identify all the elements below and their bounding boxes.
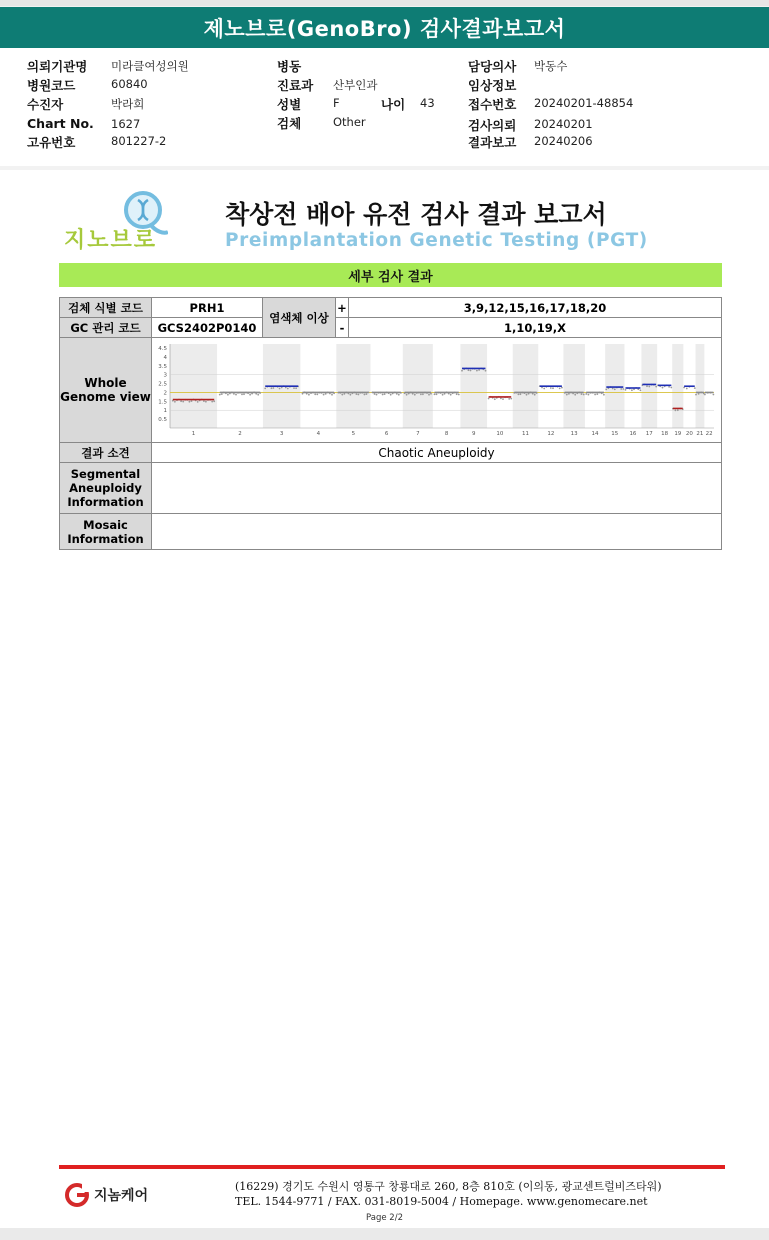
x-tick-label: 11 bbox=[522, 431, 530, 437]
copy-number-point bbox=[203, 400, 205, 402]
copy-number-point bbox=[376, 394, 378, 396]
copy-number-point bbox=[211, 401, 213, 403]
report-sheet bbox=[0, 170, 769, 1228]
copy-number-point bbox=[559, 388, 561, 390]
copy-number-point bbox=[436, 393, 438, 395]
chromosome-band bbox=[672, 344, 683, 428]
copy-number-point bbox=[622, 388, 624, 390]
copy-number-point bbox=[235, 394, 237, 396]
copy-number-point bbox=[308, 394, 310, 396]
copy-number-point bbox=[456, 393, 458, 395]
copy-number-point bbox=[488, 398, 490, 400]
copy-number-point bbox=[508, 398, 510, 400]
bottom-strip bbox=[0, 1228, 769, 1240]
request-date-value: 20240201 bbox=[534, 117, 593, 131]
y-tick-label: 0.5 bbox=[158, 417, 167, 424]
page-number: Page 2/2 bbox=[366, 1213, 403, 1223]
y-tick-label: 2.5 bbox=[158, 381, 167, 388]
doctor-label: 담당의사 bbox=[468, 59, 517, 74]
y-tick-label: 1 bbox=[163, 408, 167, 415]
copy-number-point bbox=[468, 369, 470, 371]
chromosome-band bbox=[403, 344, 433, 428]
x-tick-label: 8 bbox=[444, 431, 449, 437]
copy-number-point bbox=[293, 387, 295, 389]
x-tick-label: 19 bbox=[674, 431, 682, 437]
y-tick-label: 2 bbox=[163, 390, 167, 397]
hospital-code-label: 병원코드 bbox=[27, 78, 76, 93]
copy-number-point bbox=[382, 394, 384, 396]
chromosome-band bbox=[513, 344, 539, 428]
whole-genome-label: Whole Genome view bbox=[60, 338, 152, 443]
footer-address-block bbox=[235, 1179, 662, 1209]
copy-number-point bbox=[295, 387, 297, 389]
loss-sign: - bbox=[336, 318, 349, 338]
copy-number-point bbox=[257, 394, 259, 396]
unique-no-value: 801227-2 bbox=[111, 134, 167, 148]
copy-number-point bbox=[698, 393, 700, 395]
company-name: 지놈케어 bbox=[94, 1188, 149, 1204]
copy-number-point bbox=[341, 394, 343, 396]
copy-number-point bbox=[316, 394, 318, 396]
x-tick-label: 1 bbox=[191, 431, 196, 437]
copy-number-point bbox=[640, 389, 642, 391]
copy-number-point bbox=[189, 401, 191, 403]
copy-number-point bbox=[631, 389, 633, 391]
copy-number-point bbox=[520, 393, 522, 395]
x-tick-label: 5 bbox=[351, 431, 356, 437]
segmental-label: Segmental Aneuploidy Information bbox=[60, 463, 152, 514]
copy-number-point bbox=[614, 388, 616, 390]
x-tick-label: 18 bbox=[661, 431, 669, 437]
copy-number-point bbox=[574, 394, 576, 396]
report-title: 제노브로(GenoBro) 검사결과보고서 bbox=[0, 7, 769, 48]
copy-number-point bbox=[625, 389, 627, 391]
copy-number-point bbox=[384, 393, 386, 395]
examinee-label: 수진자 bbox=[27, 97, 64, 112]
copy-number-point bbox=[344, 393, 346, 395]
copy-number-point bbox=[568, 393, 570, 395]
chromosome-band bbox=[605, 344, 624, 428]
copy-number-point bbox=[500, 398, 502, 400]
copy-number-point bbox=[314, 393, 316, 395]
copy-number-point bbox=[213, 400, 215, 402]
copy-number-point bbox=[655, 386, 657, 388]
copy-number-point bbox=[331, 394, 333, 396]
copy-number-point bbox=[390, 394, 392, 396]
copy-number-point bbox=[264, 388, 266, 390]
specimen-label: 검체 bbox=[277, 116, 302, 131]
genomecare-logo-icon bbox=[64, 1182, 90, 1208]
sample-id-value: PRH1 bbox=[152, 298, 263, 318]
chromosome-band bbox=[695, 344, 704, 428]
gc-code-value: GCS2402P0140 bbox=[152, 318, 263, 338]
chromosome-band bbox=[563, 344, 585, 428]
dept-value: 산부인과 bbox=[333, 78, 378, 92]
x-tick-label: 21 bbox=[696, 431, 704, 437]
copy-number-point bbox=[566, 394, 568, 396]
copy-number-point bbox=[668, 386, 670, 388]
footer-divider bbox=[59, 1165, 725, 1169]
copy-number-point bbox=[476, 370, 478, 372]
chromosome-band bbox=[170, 344, 217, 428]
age-label: 나이 bbox=[381, 97, 406, 112]
ward-label: 병동 bbox=[277, 59, 302, 74]
copy-number-point bbox=[233, 393, 235, 395]
y-tick-label: 3 bbox=[163, 372, 167, 379]
copy-number-point bbox=[249, 394, 251, 396]
copy-number-point bbox=[219, 394, 221, 396]
copy-number-point bbox=[414, 394, 416, 396]
mosaic-value bbox=[152, 514, 722, 550]
hospital-code-value: 60840 bbox=[111, 77, 148, 91]
loss-chromosomes: 1,10,19,X bbox=[349, 318, 722, 338]
copy-number-point bbox=[279, 388, 281, 390]
copy-number-point bbox=[470, 370, 472, 372]
y-tick-label: 3.5 bbox=[158, 363, 167, 370]
chart-no-label: Chart No. bbox=[27, 116, 94, 131]
x-tick-label: 7 bbox=[416, 431, 420, 437]
copy-number-point bbox=[180, 400, 182, 402]
x-tick-label: 3 bbox=[279, 431, 284, 437]
copy-number-point bbox=[594, 394, 596, 396]
copy-number-point bbox=[398, 394, 400, 396]
copy-number-point bbox=[241, 394, 243, 396]
copy-number-point bbox=[174, 401, 176, 403]
copy-number-point bbox=[325, 393, 327, 395]
copy-number-point bbox=[461, 370, 463, 372]
receipt-label: 접수번호 bbox=[468, 97, 517, 112]
result-table bbox=[59, 297, 722, 550]
copy-number-point bbox=[364, 394, 366, 396]
copy-number-point bbox=[197, 401, 199, 403]
copy-number-point bbox=[646, 385, 648, 387]
chart-no-value: 1627 bbox=[111, 117, 141, 131]
doctor-value: 박동수 bbox=[534, 59, 568, 73]
result-date-label: 결과보고 bbox=[468, 135, 517, 150]
finding-label: 결과 소견 bbox=[60, 443, 152, 463]
copy-number-point bbox=[620, 388, 622, 390]
x-tick-label: 14 bbox=[591, 431, 599, 437]
copy-number-point bbox=[713, 394, 715, 396]
copy-number-point bbox=[675, 410, 677, 412]
copy-number-point bbox=[273, 387, 275, 389]
age-value: 43 bbox=[420, 96, 435, 110]
x-tick-label: 6 bbox=[384, 431, 389, 437]
copy-number-point bbox=[287, 388, 289, 390]
copy-number-point bbox=[526, 394, 528, 396]
receipt-value: 20240201-48854 bbox=[534, 96, 634, 110]
y-tick-label: 4 bbox=[163, 354, 167, 361]
footer-logo bbox=[64, 1182, 148, 1208]
mosaic-label: Mosaic Information bbox=[60, 514, 152, 550]
copy-number-point bbox=[494, 398, 496, 400]
sample-id-label: 검체 식별 코드 bbox=[60, 298, 152, 318]
copy-number-point bbox=[323, 394, 325, 396]
y-tick-label: 1.5 bbox=[158, 399, 167, 406]
institution-value: 미라클여성의원 bbox=[111, 59, 189, 73]
copy-number-point bbox=[271, 387, 273, 389]
x-tick-label: 10 bbox=[496, 431, 504, 437]
abnormality-label: 염색체 이상 bbox=[263, 298, 336, 338]
copy-number-point bbox=[442, 394, 444, 396]
gc-code-label: GC 관리 코드 bbox=[60, 318, 152, 338]
x-tick-label: 20 bbox=[685, 431, 693, 437]
footer-address: (16229) 경기도 수원시 영통구 창룡대로 260, 8층 810호 (이의동, 광교센트럴비즈타워) bbox=[235, 1180, 662, 1193]
copy-number-point bbox=[485, 370, 487, 372]
copy-number-point bbox=[221, 393, 223, 395]
x-tick-label: 13 bbox=[570, 431, 578, 437]
gain-sign: + bbox=[336, 298, 349, 318]
x-tick-label: 17 bbox=[645, 431, 653, 437]
x-tick-label: 15 bbox=[611, 431, 619, 437]
section-title: 세부 검사 결과 bbox=[59, 263, 722, 287]
copy-number-point bbox=[450, 394, 452, 396]
copy-number-point bbox=[358, 394, 360, 396]
copy-number-point bbox=[686, 388, 688, 390]
top-strip bbox=[0, 0, 769, 6]
copy-number-point bbox=[406, 394, 408, 396]
copy-number-point bbox=[704, 394, 706, 396]
copy-number-point bbox=[581, 393, 583, 395]
copy-number-point bbox=[596, 393, 598, 395]
copy-number-point bbox=[694, 387, 696, 389]
copy-number-point bbox=[434, 393, 436, 395]
chromosome-band bbox=[336, 344, 370, 428]
copy-number-point bbox=[550, 387, 552, 389]
copy-number-point bbox=[422, 393, 424, 395]
unique-no-label: 고유번호 bbox=[27, 135, 76, 150]
copy-number-point bbox=[670, 387, 672, 389]
copy-number-point bbox=[478, 369, 480, 371]
copy-number-point bbox=[510, 398, 512, 400]
copy-number-point bbox=[648, 386, 650, 388]
segmental-value bbox=[152, 463, 722, 514]
clinical-label: 임상정보 bbox=[468, 78, 517, 93]
copy-number-point bbox=[543, 388, 545, 390]
copy-number-point bbox=[583, 394, 585, 396]
doc-title-english: Preimplantation Genetic Testing (PGT) bbox=[225, 230, 648, 251]
x-tick-label: 4 bbox=[316, 431, 321, 437]
sex-label: 성별 bbox=[277, 97, 302, 112]
x-tick-label: 16 bbox=[629, 431, 637, 437]
copy-number-point bbox=[603, 394, 605, 396]
copy-number-point bbox=[518, 394, 520, 396]
copy-number-point bbox=[585, 393, 587, 395]
copy-number-point bbox=[396, 393, 398, 395]
copy-number-point bbox=[502, 398, 504, 400]
copy-number-point bbox=[205, 401, 207, 403]
copy-number-point bbox=[374, 393, 376, 395]
chromosome-band bbox=[460, 344, 487, 428]
copy-number-point bbox=[695, 394, 697, 396]
examinee-value: 박라희 bbox=[111, 97, 145, 111]
copy-number-point bbox=[605, 389, 607, 391]
copy-number-point bbox=[191, 400, 193, 402]
finding-value: Chaotic Aneuploidy bbox=[152, 443, 722, 463]
copy-number-point bbox=[366, 393, 368, 395]
institution-label: 의뢰기관명 bbox=[27, 59, 88, 74]
x-tick-label: 12 bbox=[547, 431, 555, 437]
copy-number-point bbox=[428, 394, 430, 396]
doc-title-korean: 착상전 배아 유전 검사 결과 보고서 bbox=[225, 200, 607, 229]
x-tick-label: 2 bbox=[238, 431, 242, 437]
x-tick-label: 9 bbox=[471, 431, 476, 437]
genome-plot bbox=[152, 338, 720, 442]
specimen-value: Other bbox=[333, 115, 366, 129]
request-date-label: 검사의뢰 bbox=[468, 118, 517, 133]
x-tick-label: 22 bbox=[705, 431, 713, 437]
dept-label: 진료과 bbox=[277, 78, 314, 93]
result-date-value: 20240206 bbox=[534, 134, 593, 148]
patient-info-panel bbox=[0, 48, 769, 166]
copy-number-point bbox=[227, 394, 229, 396]
footer-contact: TEL. 1544-9771 / FAX. 031-8019-5004 / Homepage. www.genomecare.net bbox=[235, 1195, 648, 1208]
copy-number-point bbox=[356, 393, 358, 395]
copy-number-point bbox=[243, 393, 245, 395]
genobro-logo-text: 지노브로 bbox=[64, 228, 158, 253]
whole-genome-chart bbox=[152, 338, 722, 443]
gain-chromosomes: 3,9,12,15,16,17,18,20 bbox=[349, 298, 722, 318]
copy-number-point bbox=[552, 387, 554, 389]
copy-number-point bbox=[677, 409, 679, 411]
copy-number-point bbox=[534, 394, 536, 396]
copy-number-point bbox=[458, 394, 460, 396]
sex-value: F bbox=[333, 96, 340, 110]
copy-number-point bbox=[662, 387, 664, 389]
copy-number-point bbox=[420, 394, 422, 396]
copy-number-point bbox=[588, 394, 590, 396]
copy-number-point bbox=[350, 394, 352, 396]
y-tick-label: 4.5 bbox=[158, 346, 167, 352]
copy-number-point bbox=[182, 401, 184, 403]
